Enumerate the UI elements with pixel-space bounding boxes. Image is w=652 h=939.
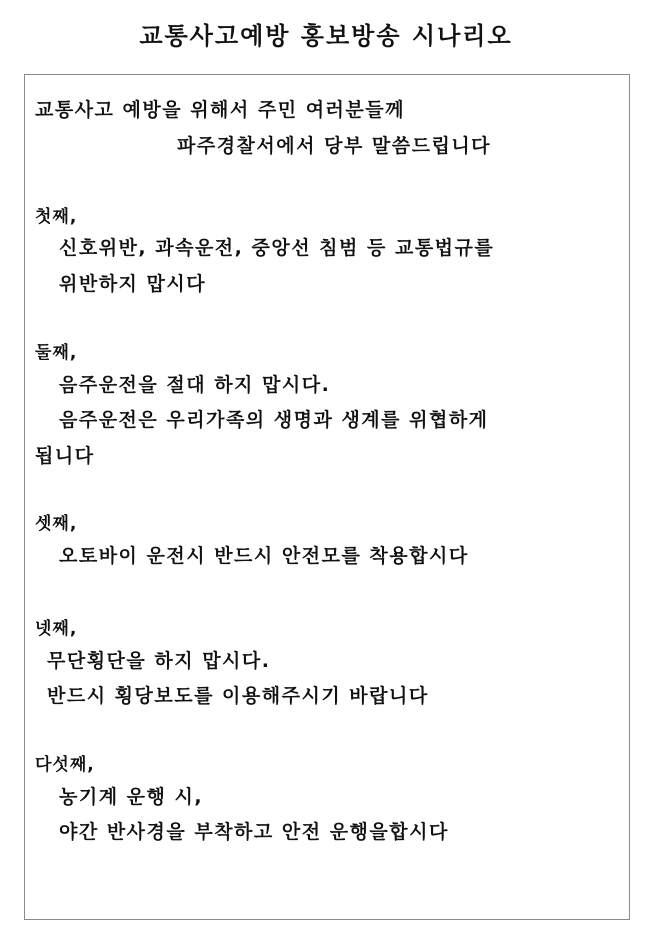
section-5-line-2: 야간 반사경을 부착하고 안전 운행을합시다	[59, 821, 449, 843]
section-2-line-1: 음주운전을 절대 하지 맙시다.	[59, 374, 331, 396]
section-4-heading: 넷째,	[35, 619, 78, 639]
intro-line-2: 파주경찰서에서 당부 말씀드립니다	[177, 135, 492, 157]
section-3-line-1: 오토바이 운전시 반드시 안전모를 착용합시다	[59, 545, 469, 567]
section-2-heading: 둘째,	[35, 343, 78, 363]
section-1-line-2: 위반하지 맙시다	[59, 273, 207, 295]
section-1-heading: 첫째,	[35, 207, 78, 227]
section-2-line-3: 됩니다	[35, 445, 95, 467]
section-2-line-2: 음주운전은 우리가족의 생명과 생계를 위협하게	[59, 409, 489, 431]
section-5-heading: 다섯째,	[35, 755, 95, 775]
section-3-heading: 셋째,	[35, 514, 78, 534]
intro-line-1: 교통사고 예방을 위해서 주민 여러분들께	[35, 99, 405, 121]
section-5-line-1: 농기계 운행 시,	[59, 786, 204, 808]
section-1-line-1: 신호위반, 과속운전, 중앙선 침범 등 교통법규를	[59, 237, 495, 259]
section-4-line-1: 무단횡단을 하지 맙시다.	[47, 650, 271, 672]
document-title: 교통사고예방 홍보방송 시나리오	[139, 22, 513, 50]
section-4-line-2: 반드시 횡당보도를 이용해주시기 바랍니다	[47, 685, 429, 707]
scenario-box	[24, 74, 630, 920]
